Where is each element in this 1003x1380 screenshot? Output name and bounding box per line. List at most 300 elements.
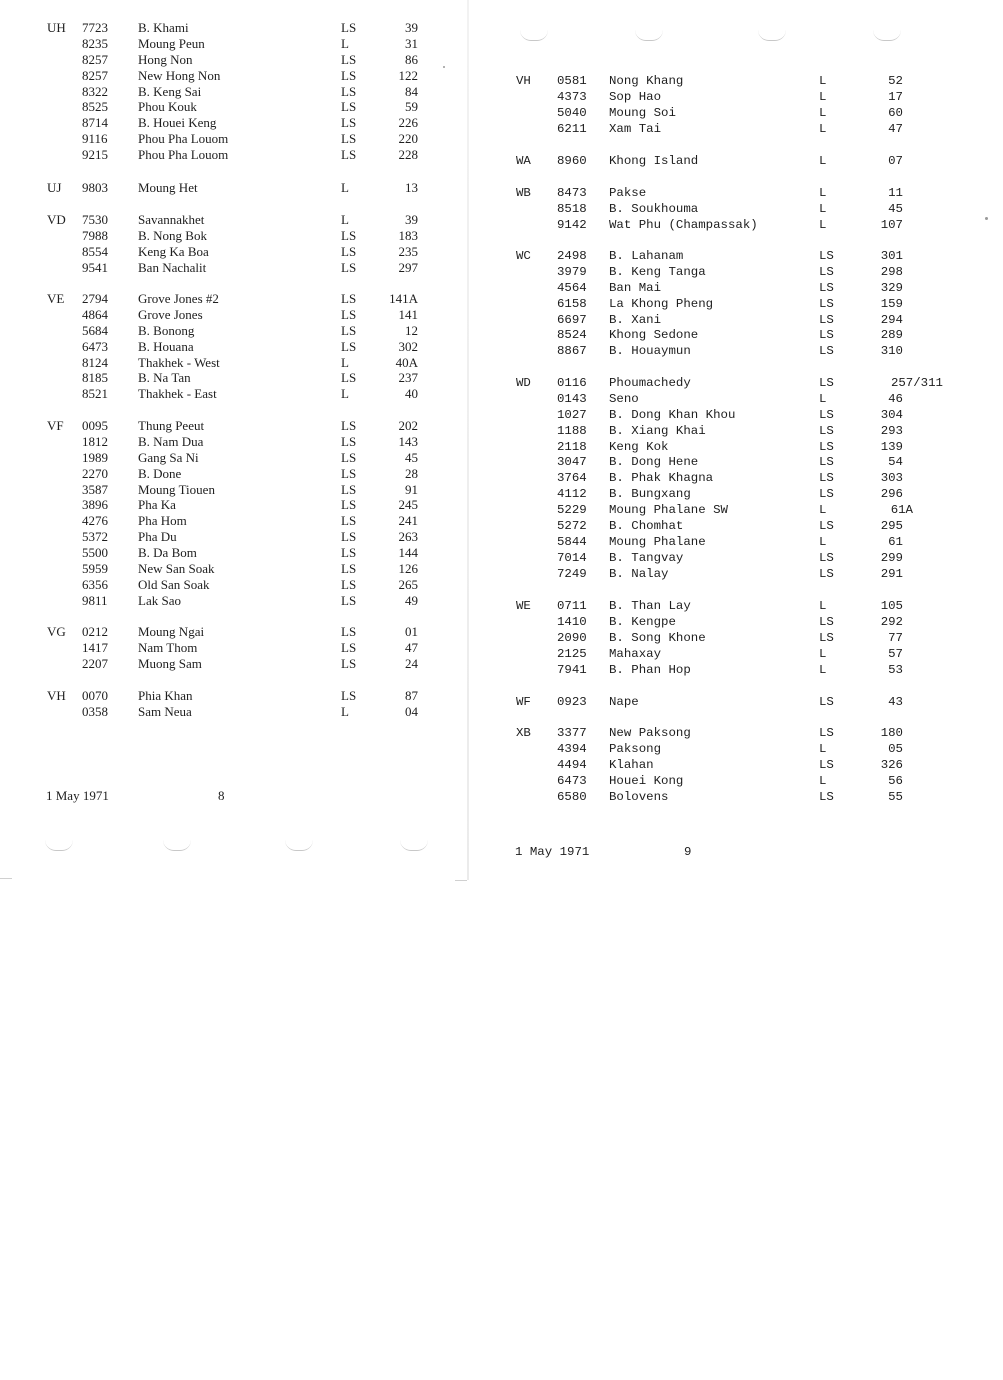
- table-row: [0, 260, 470, 276]
- site-number: 3896: [82, 497, 108, 513]
- site-number: 6356: [82, 576, 108, 592]
- site-number: 8524: [557, 328, 587, 343]
- site-name: B. Houana: [138, 338, 194, 354]
- site-number: 6473: [82, 338, 108, 354]
- site-number: 5684: [82, 322, 108, 338]
- site-number: 8867: [557, 344, 587, 359]
- site-ref: 220: [398, 131, 418, 147]
- site-type: LS: [819, 439, 834, 454]
- site-type: L: [819, 186, 827, 200]
- table-row: [470, 599, 1003, 615]
- site-ref: 245: [398, 497, 418, 513]
- site-number: 4276: [82, 513, 108, 529]
- table-row: [0, 529, 470, 545]
- section-wf: [470, 695, 1003, 711]
- table-row: [470, 487, 1003, 503]
- table-row: [0, 513, 470, 529]
- site-ref: 40: [405, 386, 418, 402]
- site-type: LS: [341, 688, 357, 703]
- site-number: 6158: [557, 296, 587, 311]
- table-row: [0, 115, 470, 131]
- site-number: 0143: [557, 391, 587, 406]
- table-row: [0, 84, 470, 100]
- left-page: [0, 0, 470, 880]
- site-type: LS: [341, 529, 357, 545]
- site-ref: 326: [880, 757, 903, 772]
- site-ref: 56: [888, 773, 903, 788]
- site-name: B. Dong Khan Khou: [609, 407, 736, 422]
- site-ref: 303: [880, 471, 903, 486]
- site-number: 5372: [82, 529, 108, 545]
- site-type: LS: [819, 471, 834, 486]
- table-row: [470, 313, 1003, 329]
- table-row: [470, 106, 1003, 122]
- table-row: [470, 392, 1003, 408]
- table-row: [0, 545, 470, 561]
- site-number: 9541: [82, 259, 108, 275]
- site-name: B. Keng Sai: [138, 83, 202, 99]
- site-type: LS: [341, 227, 357, 243]
- site-type: LS: [341, 306, 357, 322]
- site-type: LS: [819, 566, 834, 581]
- table-row: [470, 297, 1003, 313]
- table-row: [470, 695, 1003, 711]
- site-name: B. Done: [138, 465, 182, 481]
- grid-code: VH: [516, 74, 531, 88]
- site-ref: 47: [405, 639, 418, 655]
- site-ref: 01: [405, 624, 418, 639]
- site-name: Mahaxay: [609, 646, 662, 661]
- site-number: 0358: [82, 703, 108, 719]
- site-name: Pha Du: [138, 529, 177, 545]
- site-type: LS: [341, 513, 357, 529]
- site-number: 8554: [82, 243, 108, 259]
- site-number: 0212: [82, 624, 108, 639]
- site-name: B. Soukhouma: [609, 201, 699, 216]
- site-number: 2125: [557, 646, 587, 661]
- site-name: Phoumachedy: [609, 376, 691, 390]
- site-number: 2207: [82, 655, 108, 671]
- site-name: Bolovens: [609, 789, 669, 804]
- site-name: Thung Peeut: [138, 418, 205, 433]
- site-type: L: [819, 391, 827, 406]
- site-type: LS: [341, 147, 357, 163]
- site-type: LS: [341, 243, 357, 259]
- site-ref: 237: [398, 370, 418, 386]
- site-type: L: [819, 217, 827, 232]
- site-ref: 304: [880, 407, 903, 422]
- site-name: La Khong Pheng: [609, 296, 714, 311]
- site-ref: 31: [405, 35, 418, 51]
- site-type: LS: [341, 465, 357, 481]
- table-row: [0, 656, 470, 672]
- site-number: 2090: [557, 630, 587, 645]
- grid-code: WD: [516, 376, 531, 390]
- table-row: [0, 52, 470, 68]
- site-type: LS: [341, 418, 357, 433]
- site-name: Wat Phu (Champassak): [609, 217, 758, 232]
- site-name: Lak Sao: [138, 592, 181, 608]
- site-type: LS: [341, 592, 357, 608]
- site-number: 8518: [557, 201, 587, 216]
- site-name: Paksong: [609, 741, 662, 756]
- site-number: 1027: [557, 407, 587, 422]
- site-number: 8521: [82, 386, 108, 402]
- table-row: [0, 450, 470, 466]
- site-number: 8960: [557, 154, 587, 168]
- site-type: L: [819, 599, 827, 613]
- table-row: [0, 36, 470, 52]
- section-vh: [0, 688, 470, 720]
- site-type: LS: [819, 249, 834, 263]
- site-name: New Paksong: [609, 726, 691, 740]
- site-ref: 91: [405, 481, 418, 497]
- site-type: LS: [819, 614, 834, 629]
- table-row: [470, 265, 1003, 281]
- site-number: 6211: [557, 121, 587, 136]
- table-row: [470, 328, 1003, 344]
- site-type: LS: [819, 487, 834, 502]
- site-name: New Hong Non: [138, 67, 221, 83]
- table-row: [0, 497, 470, 513]
- site-number: 3764: [557, 471, 587, 486]
- site-name: B. Lahanam: [609, 249, 684, 263]
- site-type: LS: [341, 481, 357, 497]
- site-name: Thakhek - East: [138, 386, 217, 402]
- site-number: 8714: [82, 115, 108, 131]
- table-row: [0, 307, 470, 323]
- site-name: B. Nalay: [609, 566, 669, 581]
- section-vf: [0, 418, 470, 609]
- site-ref: 139: [880, 439, 903, 454]
- section-ve: [0, 291, 470, 402]
- site-name: Sam Neua: [138, 703, 192, 719]
- site-type: LS: [341, 655, 357, 671]
- section-uj: [0, 180, 470, 196]
- site-type: L: [819, 646, 827, 661]
- site-ref: 302: [398, 338, 418, 354]
- site-number: 5959: [82, 561, 108, 577]
- site-ref: 141: [398, 306, 418, 322]
- table-row: [470, 535, 1003, 551]
- table-row: [470, 90, 1003, 106]
- site-number: 0116: [557, 376, 587, 390]
- site-ref: 202: [398, 418, 418, 433]
- site-type: LS: [341, 131, 357, 147]
- site-name: B. Da Bom: [138, 545, 197, 561]
- site-type: L: [819, 154, 827, 168]
- table-row: [0, 323, 470, 339]
- site-ref: 265: [398, 576, 418, 592]
- site-type: L: [819, 201, 827, 216]
- site-type: LS: [819, 726, 834, 740]
- table-row: [0, 593, 470, 609]
- site-number: 0711: [557, 599, 587, 613]
- table-row: [0, 386, 470, 402]
- site-number: 3047: [557, 455, 587, 470]
- site-name: Pha Hom: [138, 513, 187, 529]
- table-row: [470, 344, 1003, 360]
- section-vd: [0, 212, 470, 276]
- site-number: 2794: [82, 291, 108, 306]
- site-type: LS: [341, 259, 357, 275]
- section-we: [470, 599, 1003, 678]
- site-name: Moung Soi: [609, 105, 676, 120]
- site-ref: 263: [398, 529, 418, 545]
- site-name: B. Na Tan: [138, 370, 191, 386]
- site-name: Moung Ngai: [138, 624, 205, 639]
- site-name: B. Xiang Khai: [609, 423, 706, 438]
- site-ref: 47: [888, 121, 903, 136]
- site-type: LS: [819, 550, 834, 565]
- table-row: [0, 434, 470, 450]
- site-ref: 228: [398, 147, 418, 163]
- site-type: LS: [819, 757, 834, 772]
- table-row: [0, 339, 470, 355]
- grid-code: WE: [516, 599, 531, 613]
- site-type: LS: [341, 545, 357, 561]
- site-number: 8257: [82, 67, 108, 83]
- table-row: [470, 742, 1003, 758]
- site-type: LS: [341, 51, 357, 67]
- site-ref: 24: [405, 655, 418, 671]
- site-number: 4494: [557, 757, 587, 772]
- site-type: LS: [819, 264, 834, 279]
- site-name: Pakse: [609, 186, 647, 200]
- site-name: Phia Khan: [138, 688, 193, 703]
- site-ref: 122: [398, 67, 418, 83]
- site-number: 8525: [82, 99, 108, 115]
- site-type: LS: [819, 695, 834, 709]
- site-ref: 60: [888, 105, 903, 120]
- grid-code: VH: [47, 688, 66, 703]
- site-number: 4373: [557, 89, 587, 104]
- site-name: New San Soak: [138, 561, 215, 577]
- grid-code: VF: [47, 418, 64, 433]
- site-number: 5500: [82, 545, 108, 561]
- site-name: Grove Jones #2: [138, 291, 219, 306]
- site-ref: 77: [888, 630, 903, 645]
- site-ref: 49: [405, 592, 418, 608]
- site-ref: 310: [880, 344, 903, 359]
- site-number: 4394: [557, 741, 587, 756]
- site-number: 1989: [82, 449, 108, 465]
- site-ref: 52: [888, 74, 903, 88]
- site-type: LS: [819, 519, 834, 534]
- site-number: 8473: [557, 186, 587, 200]
- page-footer-date: 1 May 1971: [46, 788, 109, 803]
- site-name: Hong Non: [138, 51, 193, 67]
- site-number: 9803: [82, 180, 108, 195]
- site-name: Khong Island: [609, 154, 699, 168]
- site-type: LS: [341, 115, 357, 131]
- site-name: Moung Tiouen: [138, 481, 215, 497]
- site-number: 1410: [557, 614, 587, 629]
- site-name: B. Song Khone: [609, 630, 706, 645]
- table-row: [470, 567, 1003, 583]
- site-type: L: [819, 741, 827, 756]
- table-row: [470, 440, 1003, 456]
- site-number: 8322: [82, 83, 108, 99]
- site-ref: 293: [880, 423, 903, 438]
- site-type: LS: [819, 455, 834, 470]
- site-number: 5272: [557, 519, 587, 534]
- site-ref: 13: [405, 180, 418, 195]
- site-ref: 291: [880, 566, 903, 581]
- table-row: [0, 640, 470, 656]
- site-number: 7941: [557, 662, 587, 677]
- site-name: B. Bungxang: [609, 487, 691, 502]
- site-ref: 84: [405, 83, 418, 99]
- site-type: LS: [819, 407, 834, 422]
- site-ref: 295: [880, 519, 903, 534]
- site-ref: 39: [405, 20, 418, 35]
- site-ref: 235: [398, 243, 418, 259]
- site-number: 9142: [557, 217, 587, 232]
- site-type: L: [819, 662, 827, 677]
- site-ref: 126: [398, 561, 418, 577]
- table-row: [470, 519, 1003, 535]
- site-ref: 86: [405, 51, 418, 67]
- site-type: LS: [341, 338, 357, 354]
- site-number: 3979: [557, 264, 587, 279]
- site-number: 5844: [557, 534, 587, 549]
- site-number: 6473: [557, 773, 587, 788]
- site-ref: 45: [888, 201, 903, 216]
- grid-code: VG: [47, 624, 66, 639]
- site-number: 7723: [82, 20, 108, 35]
- section-wb: [470, 186, 1003, 234]
- grid-code: WF: [516, 695, 531, 709]
- site-type: L: [341, 386, 349, 402]
- site-type: LS: [819, 630, 834, 645]
- site-name: Xam Tai: [609, 121, 662, 136]
- site-type: LS: [819, 280, 834, 295]
- site-name: B. Houaymun: [609, 344, 691, 359]
- site-name: Gang Sa Ni: [138, 449, 199, 465]
- site-number: 7530: [82, 212, 108, 227]
- site-ref: 55: [888, 789, 903, 804]
- site-number: 2118: [557, 439, 587, 454]
- table-row: [0, 20, 470, 36]
- site-ref: 05: [888, 741, 903, 756]
- site-number: 1417: [82, 639, 108, 655]
- site-ref: 54: [888, 455, 903, 470]
- site-ref: 105: [880, 599, 903, 613]
- site-number: 4864: [82, 306, 108, 322]
- table-row: [0, 180, 470, 196]
- section-vg: [0, 624, 470, 672]
- table-row: [0, 624, 470, 640]
- section-wd: [470, 376, 1003, 583]
- table-row: [470, 758, 1003, 774]
- table-row: [470, 74, 1003, 90]
- section-uh: [0, 20, 470, 163]
- site-number: 3377: [557, 726, 587, 740]
- site-ref: 226: [398, 115, 418, 131]
- site-number: 7014: [557, 550, 587, 565]
- site-ref: 294: [880, 312, 903, 327]
- site-type: LS: [341, 624, 357, 639]
- table-row: [470, 503, 1003, 519]
- grid-code: XB: [516, 726, 531, 740]
- site-number: 6580: [557, 789, 587, 804]
- site-type: L: [819, 503, 827, 518]
- site-number: 0923: [557, 695, 587, 709]
- section-wc: [470, 249, 1003, 360]
- site-ref: 04: [405, 703, 418, 719]
- section-xb: [470, 726, 1003, 805]
- grid-code: VD: [47, 212, 66, 227]
- table-row: [0, 577, 470, 593]
- table-row: [470, 631, 1003, 647]
- table-row: [0, 99, 470, 115]
- site-ref: 40A: [395, 354, 418, 370]
- site-ref: 289: [880, 328, 903, 343]
- site-ref: 59: [405, 99, 418, 115]
- site-type: L: [819, 105, 827, 120]
- table-row: [470, 281, 1003, 297]
- site-number: 2270: [82, 465, 108, 481]
- site-name: B. Kengpe: [609, 614, 676, 629]
- table-row: [470, 376, 1003, 392]
- table-row: [470, 551, 1003, 567]
- site-number: 3587: [82, 481, 108, 497]
- site-type: L: [819, 121, 827, 136]
- site-name: Houei Kong: [609, 773, 684, 788]
- table-row: [470, 726, 1003, 742]
- site-name: B. Phak Khagna: [609, 471, 714, 486]
- table-row: [0, 418, 470, 434]
- site-type: LS: [341, 449, 357, 465]
- site-name: Moung Phalane SW: [609, 503, 728, 518]
- site-type: LS: [819, 423, 834, 438]
- site-type: L: [819, 74, 827, 88]
- table-row: [470, 647, 1003, 663]
- site-type: LS: [819, 789, 834, 804]
- site-type: LS: [341, 497, 357, 513]
- site-ref: 61: [888, 534, 903, 549]
- site-number: 4564: [557, 280, 587, 295]
- site-ref: 299: [880, 550, 903, 565]
- site-ref: 28: [405, 465, 418, 481]
- table-row: [470, 790, 1003, 806]
- site-type: LS: [341, 576, 357, 592]
- table-row: [0, 212, 470, 228]
- site-number: 0095: [82, 418, 108, 433]
- site-type: LS: [819, 312, 834, 327]
- site-name: Nong Khang: [609, 74, 684, 88]
- site-number: 7988: [82, 227, 108, 243]
- site-name: Phou Kouk: [138, 99, 197, 115]
- site-type: LS: [819, 296, 834, 311]
- site-type: L: [819, 534, 827, 549]
- site-number: 4112: [557, 487, 587, 502]
- site-ref: 61A: [890, 503, 913, 518]
- page-number: 8: [218, 788, 225, 803]
- table-row: [0, 131, 470, 147]
- site-number: 8257: [82, 51, 108, 67]
- site-name: Seno: [609, 391, 639, 406]
- site-number: 7249: [557, 566, 587, 581]
- table-row: [0, 561, 470, 577]
- site-name: B. Chomhat: [609, 519, 684, 534]
- site-ref: 141A: [389, 291, 418, 306]
- table-row: [470, 186, 1003, 202]
- site-ref: 329: [880, 280, 903, 295]
- site-name: Muong Sam: [138, 655, 202, 671]
- site-name: Old San Soak: [138, 576, 210, 592]
